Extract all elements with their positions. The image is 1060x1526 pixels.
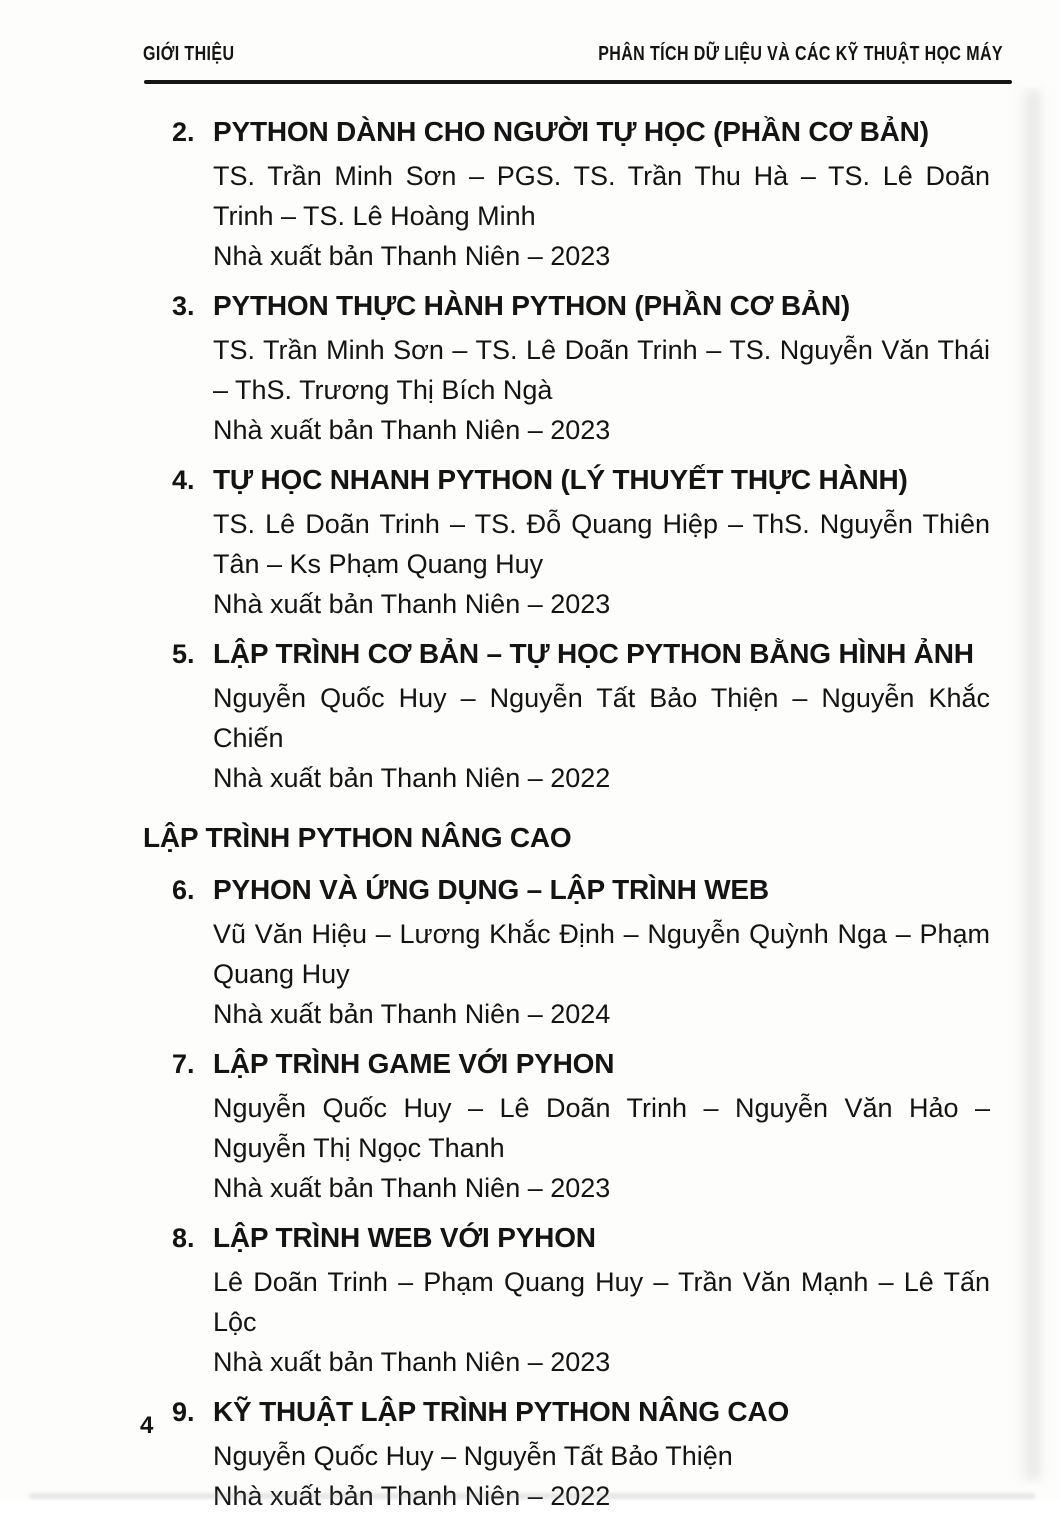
- book-entry: [143, 1218, 990, 1382]
- book-title: LẬP TRÌNH WEB VỚI PYHON: [213, 1222, 596, 1253]
- book-number: 6.: [172, 875, 195, 905]
- book-authors: Vũ Văn Hiệu – Lương Khắc Định – Nguyễn Quỳnh Nga – Phạm Quang Huy: [213, 919, 990, 989]
- book-title: LẬP TRÌNH CƠ BẢN – TỰ HỌC PYTHON BẰNG HÌNH ẢNH: [213, 638, 974, 669]
- book-publisher: Nhà xuất bản Thanh Niên – 2023: [213, 241, 611, 271]
- book-title: LẬP TRÌNH GAME VỚI PYHON: [213, 1048, 615, 1079]
- book-publisher: Nhà xuất bản Thanh Niên – 2023: [213, 589, 611, 619]
- book-entry: [143, 870, 990, 1034]
- book-number: 4.: [172, 465, 195, 495]
- section-heading: LẬP TRÌNH PYTHON NÂNG CAO: [143, 822, 572, 853]
- book-number: 7.: [172, 1049, 195, 1079]
- book-entry: [143, 634, 990, 798]
- book-entry: [143, 1044, 990, 1208]
- book-authors: Nguyễn Quốc Huy – Nguyễn Tất Bảo Thiện – Nguyễn Khắc Chiến: [213, 683, 990, 753]
- book-authors: Lê Doãn Trinh – Phạm Quang Huy – Trần Văn Mạnh – Lê Tấn Lộc: [213, 1267, 990, 1337]
- book-authors: Nguyễn Quốc Huy – Lê Doãn Trinh – Nguyễn Văn Hảo – Nguyễn Thị Ngọc Thanh: [213, 1093, 990, 1163]
- book-publisher: Nhà xuất bản Thanh Niên – 2022: [213, 763, 611, 793]
- book-number: 2.: [172, 117, 195, 147]
- book-title: TỰ HỌC NHANH PYTHON (LÝ THUYẾT THỰC HÀNH): [213, 464, 908, 495]
- book-publisher: Nhà xuất bản Thanh Niên – 2023: [213, 415, 611, 445]
- book-authors: TS. Lê Doãn Trinh – TS. Đỗ Quang Hiệp – ThS. Nguyễn Thiên Tân – Ks Phạm Quang Huy: [213, 509, 990, 579]
- book-entry: [143, 286, 990, 450]
- book-entry: [143, 460, 990, 624]
- book-title: PYTHON DÀNH CHO NGƯỜI TỰ HỌC (PHẦN CƠ BẢN): [213, 116, 929, 147]
- book-authors: Nguyễn Quốc Huy – Nguyễn Tất Bảo Thiện: [213, 1441, 733, 1471]
- scan-edge-shadow: [1016, 90, 1044, 1480]
- book-title: PYHON VÀ ỨNG DỤNG – LẬP TRÌNH WEB: [213, 874, 769, 905]
- header-rule: [144, 80, 1012, 84]
- book-title: PYTHON THỰC HÀNH PYTHON (PHẦN CƠ BẢN): [213, 290, 851, 321]
- book-number: 5.: [172, 639, 195, 669]
- book-number: 9.: [172, 1397, 195, 1427]
- running-head-left: GIỚI THIỆU: [143, 43, 235, 65]
- page-number: 4: [140, 1412, 154, 1439]
- book-publisher: Nhà xuất bản Thanh Niên – 2023: [213, 1347, 611, 1377]
- page-header: [143, 43, 1003, 66]
- book-publisher: Nhà xuất bản Thanh Niên – 2024: [213, 999, 611, 1029]
- book-list: [143, 112, 990, 1526]
- book-number: 8.: [172, 1223, 195, 1253]
- book-number: 3.: [172, 291, 195, 321]
- book-publisher: Nhà xuất bản Thanh Niên – 2022: [213, 1481, 611, 1511]
- book-authors: TS. Trần Minh Sơn – TS. Lê Doãn Trinh – TS. Nguyễn Văn Thái – ThS. Trương Thị Bích Ngà: [213, 335, 990, 405]
- book-authors: TS. Trần Minh Sơn – PGS. TS. Trần Thu Hà – TS. Lê Doãn Trinh – TS. Lê Hoàng Minh: [213, 161, 990, 231]
- book-entry: [143, 112, 990, 276]
- book-entry: [143, 1392, 990, 1516]
- book-title: KỸ THUẬT LẬP TRÌNH PYTHON NÂNG CAO: [213, 1396, 790, 1427]
- running-head-right: PHÂN TÍCH DỮ LIỆU VÀ CÁC KỸ THUẬT HỌC MÁY: [598, 43, 1003, 65]
- book-publisher: Nhà xuất bản Thanh Niên – 2023: [213, 1173, 611, 1203]
